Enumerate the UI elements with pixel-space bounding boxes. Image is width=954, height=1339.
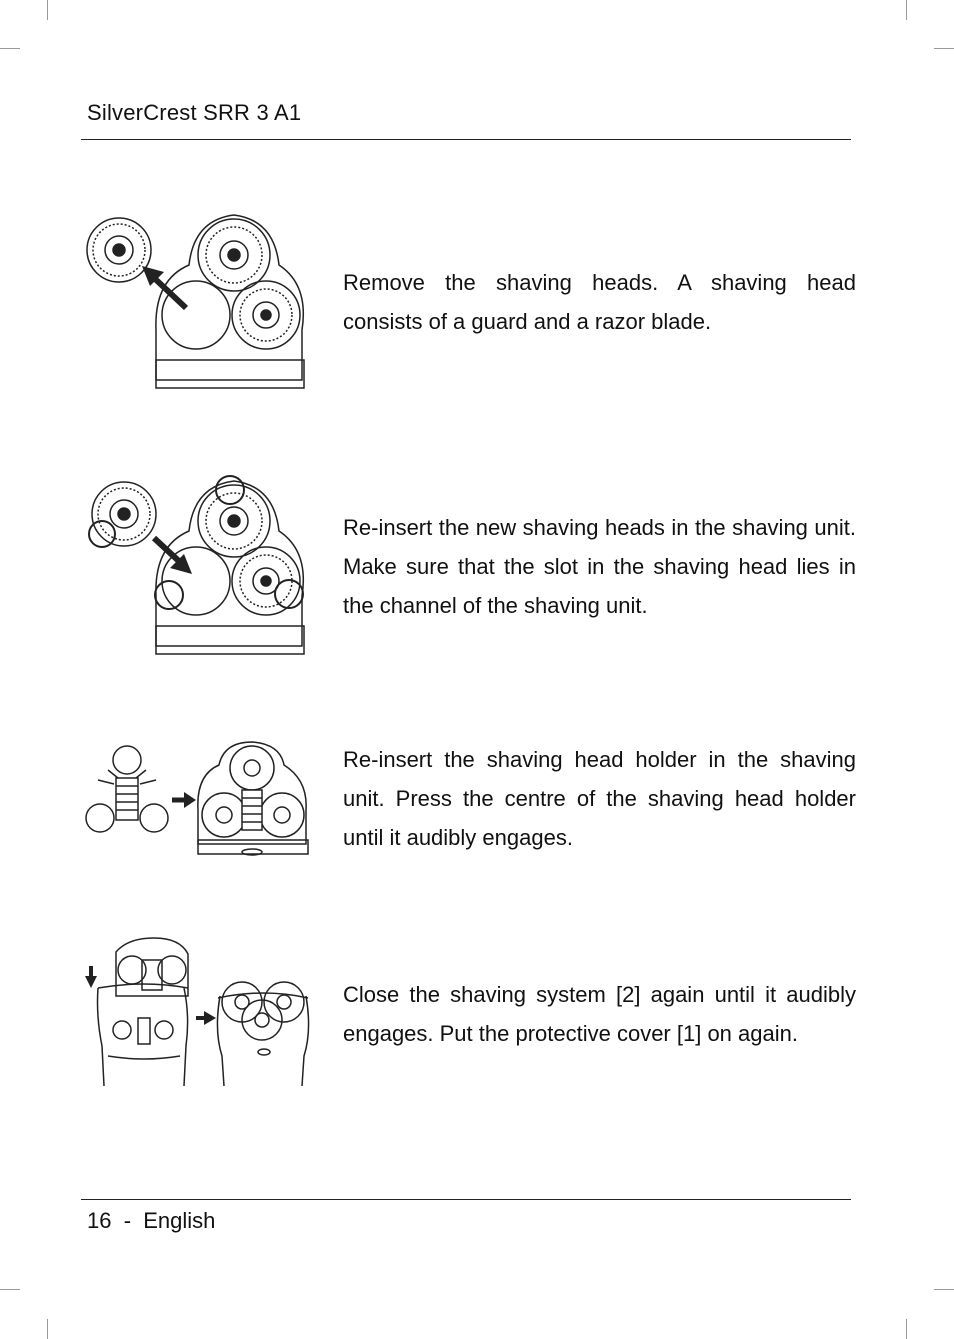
- step-1-text: Remove the shaving heads. A shaving head consists of a guard and a razor blade.: [343, 270, 856, 334]
- crop-mark: [47, 0, 48, 20]
- crop-mark: [0, 48, 20, 49]
- close-shaving-system-illustration: [84, 936, 310, 1088]
- insert-head-holder-illustration: [84, 740, 310, 856]
- crop-mark: [0, 1289, 20, 1290]
- remove-shaving-head-illustration: [84, 210, 308, 392]
- footer-rule: [81, 1199, 851, 1200]
- crop-mark: [934, 1289, 954, 1290]
- page-header-title: SilverCrest SRR 3 A1: [87, 100, 302, 125]
- step-2-text: Re-insert the new shaving heads in the shaving unit. Make sure that the slot in the shaving head lies in the channel of the shaving unit.: [343, 515, 856, 618]
- page-number-label: 16 - English: [87, 1208, 216, 1233]
- insert-shaving-head-illustration: [84, 474, 308, 658]
- step-4-text: Close the shaving system [2] again until it audibly engages. Put the protective cover [1] on again.: [343, 982, 856, 1046]
- header-rule: [81, 139, 851, 140]
- crop-mark: [934, 48, 954, 49]
- crop-mark: [906, 1319, 907, 1339]
- crop-mark: [47, 1319, 48, 1339]
- crop-mark: [906, 0, 907, 20]
- step-3-text: Re-insert the shaving head holder in the shaving unit. Press the centre of the shaving head holder until it audibly engages.: [343, 747, 856, 850]
